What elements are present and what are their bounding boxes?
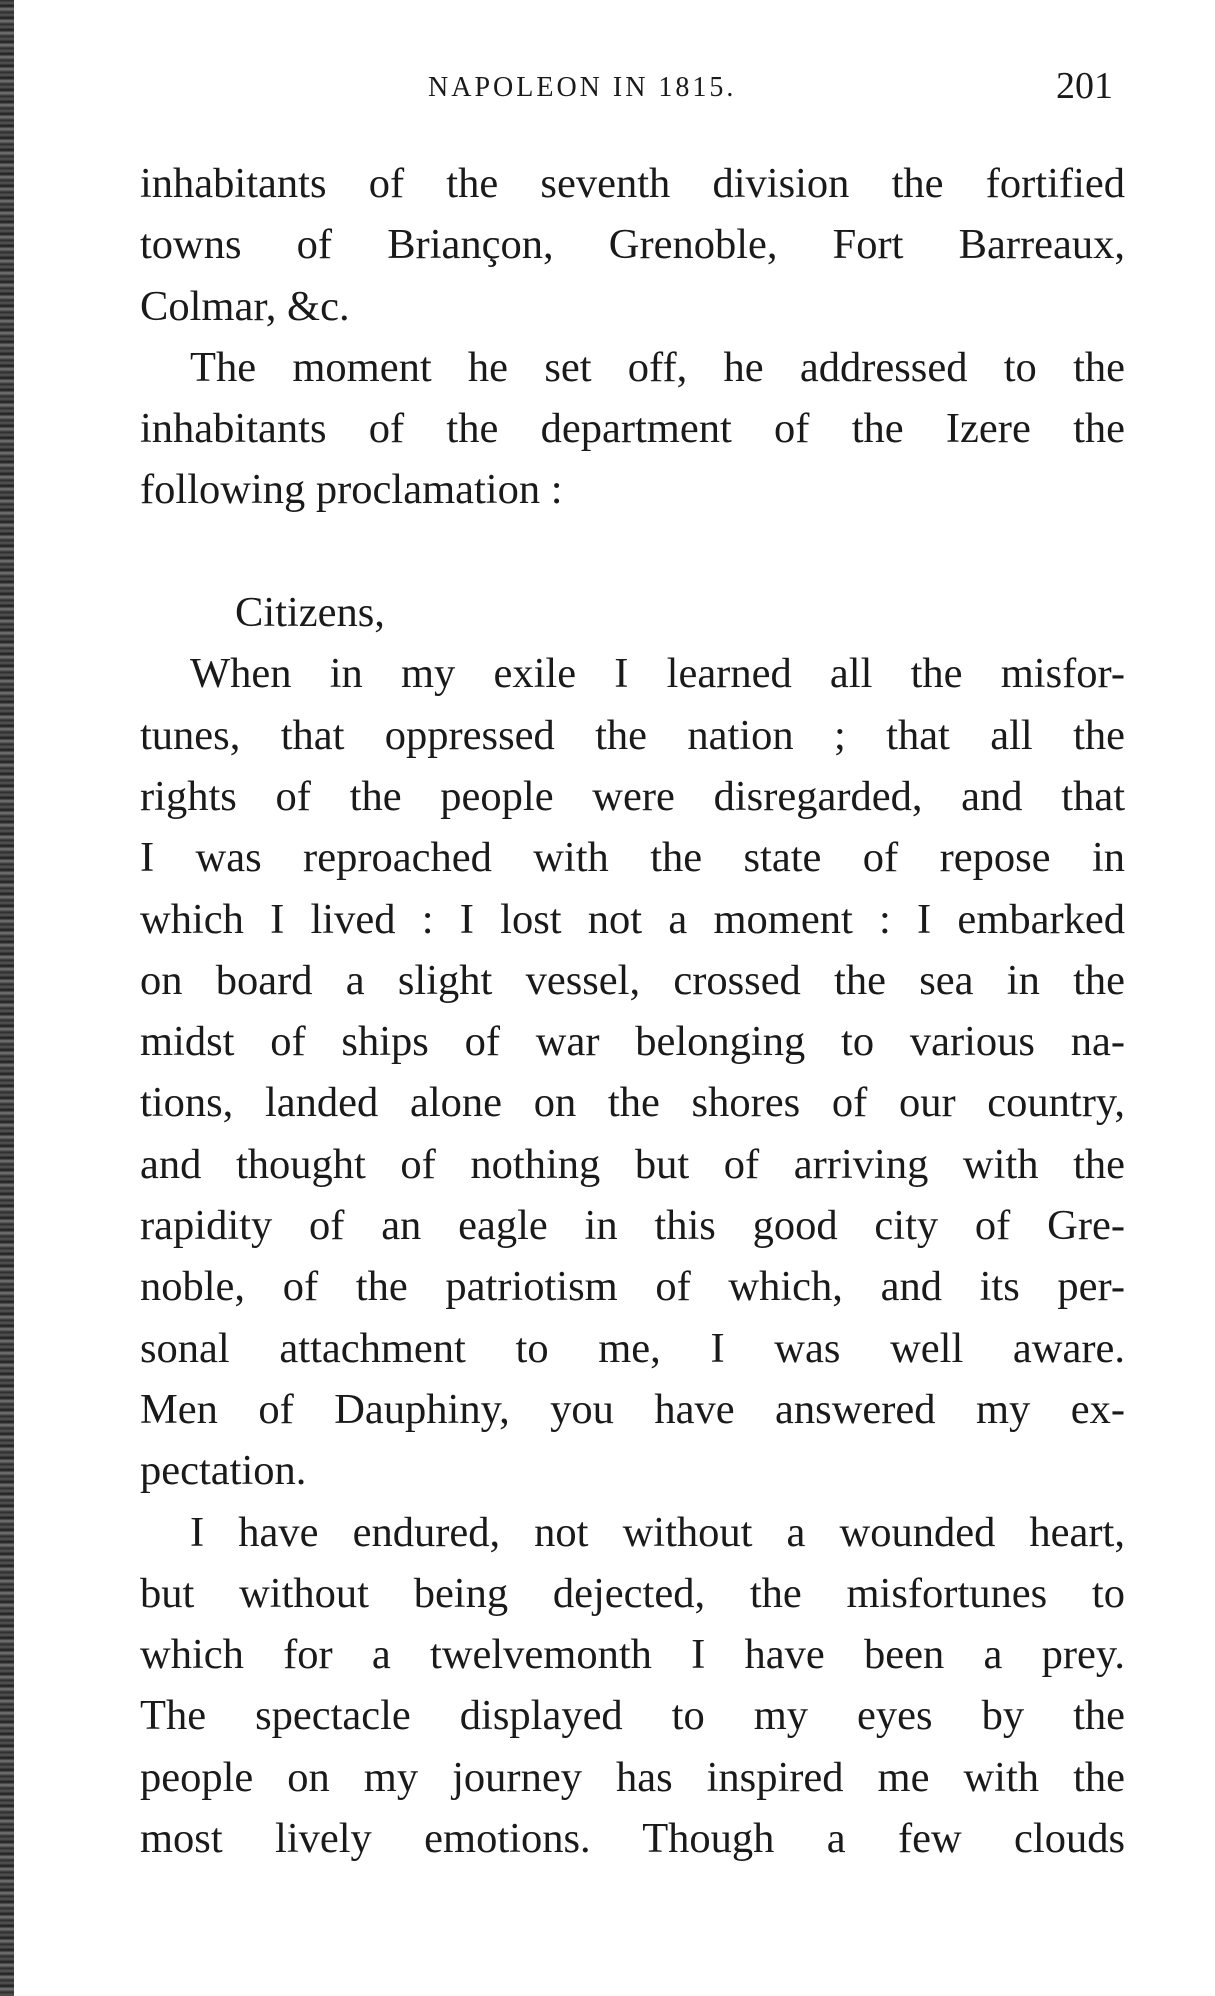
text-line: tions, landed alone on the shores of our country, <box>140 1079 1125 1127</box>
text-line: following proclamation : <box>140 466 563 514</box>
text-line: rapidity of an eagle in this good city of Gre- <box>140 1202 1125 1250</box>
text-line: inhabitants of the seventh division the fortified <box>140 160 1125 207</box>
page-number: 201 <box>1056 65 1113 107</box>
page-body <box>140 153 1125 1869</box>
text-line: people on my journey has inspired me with the <box>140 1753 1125 1801</box>
text-line: pectation. <box>140 1447 307 1495</box>
book-spine-edge <box>0 0 14 1996</box>
text-line: Colmar, &c. <box>140 282 350 330</box>
text-line: which I lived : I lost not a moment : I embarked <box>140 895 1125 943</box>
text-line: towns of Briançon, Grenoble, Fort Barreaux, <box>140 221 1125 269</box>
text-line: I have endured, not without a wounded heart, <box>190 1508 1125 1556</box>
text-line: Men of Dauphiny, you have answered my ex- <box>140 1385 1125 1433</box>
text-line: inhabitants of the department of the Izere the <box>140 405 1125 453</box>
text-line: When in my exile I learned all the misfor- <box>190 650 1125 698</box>
paragraph-gap <box>140 521 1125 582</box>
text-line: sonal attachment to me, I was well aware. <box>140 1324 1125 1372</box>
text-line: noble, of the patriotism of which, and its per- <box>140 1263 1125 1311</box>
text-line: The moment he set off, he addressed to the <box>190 343 1125 391</box>
text-line: which for a twelvemonth I have been a prey. <box>140 1631 1125 1679</box>
text-line: most lively emotions. Though a few clouds <box>140 1815 1125 1863</box>
text-line: The spectacle displayed to my eyes by the <box>140 1692 1125 1740</box>
page-header <box>428 60 1113 120</box>
text-line: on board a slight vessel, crossed the sea in the <box>140 956 1125 1004</box>
running-head: NAPOLEON IN 1815. <box>428 72 737 103</box>
text-line: and thought of nothing but of arriving with the <box>140 1140 1125 1188</box>
salutation: Citizens, <box>235 589 385 637</box>
text-line: I was reproached with the state of repose in <box>140 834 1125 882</box>
text-line: tunes, that oppressed the nation ; that all the <box>140 711 1125 759</box>
text-line: but without being dejected, the misfortunes to <box>140 1569 1125 1617</box>
text-line: midst of ships of war belonging to various na- <box>140 1018 1125 1066</box>
text-line: rights of the people were disregarded, and that <box>140 772 1125 820</box>
